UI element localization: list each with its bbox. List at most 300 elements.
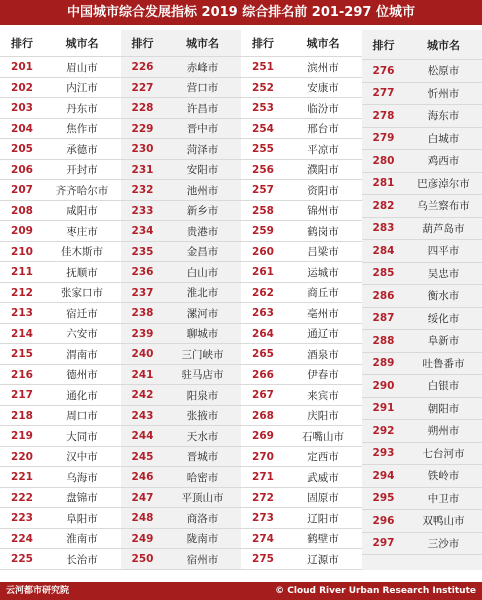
city-name: 眉山市 — [66, 61, 98, 74]
city-name: 平顶山市 — [181, 492, 224, 505]
city-name: 忻州市 — [427, 87, 460, 100]
table-row — [241, 283, 362, 304]
city-name: 晋城市 — [186, 451, 219, 464]
city-name: 许昌市 — [186, 102, 219, 115]
city-name: 双鸭山市 — [422, 515, 465, 528]
table-row — [0, 365, 121, 386]
city-name: 新乡市 — [186, 205, 219, 218]
table-row — [121, 180, 242, 201]
rank-number: 273 — [252, 512, 274, 525]
city-name: 开封市 — [66, 164, 98, 177]
rank-number: 211 — [11, 266, 33, 279]
rank-number: 260 — [252, 245, 274, 258]
city-name: 大同市 — [66, 430, 98, 443]
city-name: 聊城市 — [186, 328, 219, 341]
city-name: 白山市 — [186, 266, 219, 279]
city-name: 枣庄市 — [66, 225, 98, 238]
rank-number: 256 — [252, 163, 274, 176]
city-name: 铁岭市 — [427, 470, 460, 483]
rank-number: 234 — [131, 225, 154, 238]
footer-bar — [0, 582, 482, 600]
city-name: 鹤壁市 — [307, 533, 339, 546]
rank-number: 291 — [372, 402, 395, 415]
city-name: 商洛市 — [186, 512, 219, 525]
city-name: 张掖市 — [186, 410, 219, 423]
rank-number: 252 — [252, 81, 274, 94]
ranking-column — [0, 30, 121, 570]
table-row — [362, 263, 482, 286]
rank-number: 277 — [372, 87, 395, 100]
city-name: 焦作市 — [66, 123, 98, 136]
rank-number: 230 — [131, 143, 154, 156]
city-name: 朝阳市 — [427, 402, 460, 415]
rank-number: 281 — [372, 177, 395, 190]
city-name: 四平市 — [427, 245, 460, 258]
city-name: 丹东市 — [66, 102, 98, 115]
table-row — [121, 160, 242, 181]
table-row — [0, 344, 121, 365]
rank-number: 207 — [11, 184, 33, 197]
rank-number: 222 — [11, 491, 33, 504]
table-row — [241, 139, 362, 160]
table-row — [241, 303, 362, 324]
table-row — [0, 283, 121, 304]
rank-number: 244 — [131, 430, 154, 443]
city-name: 吕梁市 — [307, 246, 339, 259]
city-name: 淮北市 — [186, 287, 219, 300]
city-name: 哈密市 — [186, 471, 219, 484]
column-header — [0, 30, 121, 57]
rank-number: 287 — [372, 312, 395, 325]
table-row — [241, 324, 362, 345]
city-name: 阜新市 — [427, 335, 460, 348]
city-name: 邢台市 — [307, 123, 339, 136]
ranking-table — [0, 30, 482, 570]
city-name: 阳泉市 — [186, 389, 219, 402]
city-name: 七台河市 — [422, 447, 465, 460]
table-row — [121, 201, 242, 222]
city-name: 亳州市 — [307, 307, 339, 320]
table-row — [0, 119, 121, 140]
rank-number: 296 — [372, 514, 395, 527]
rank-number: 266 — [252, 368, 274, 381]
rank-number: 241 — [131, 368, 154, 381]
table-row — [362, 150, 482, 173]
rank-number: 204 — [11, 122, 33, 135]
table-row — [0, 221, 121, 242]
table-row — [121, 98, 242, 119]
table-row — [0, 447, 121, 468]
rank-number: 280 — [372, 154, 395, 167]
table-row — [362, 173, 482, 196]
rank-number: 295 — [372, 492, 395, 505]
table-row — [0, 467, 121, 488]
rank-number: 288 — [372, 334, 395, 347]
rank-number: 233 — [131, 204, 154, 217]
table-row — [0, 201, 121, 222]
city-name: 来宾市 — [307, 389, 339, 402]
table-row — [121, 283, 242, 304]
table-row — [121, 221, 242, 242]
column-header — [121, 30, 242, 57]
rank-number: 297 — [372, 537, 395, 550]
rank-number: 236 — [131, 266, 154, 279]
city-name: 张家口市 — [61, 287, 103, 300]
rank-number: 270 — [252, 450, 274, 463]
column-header — [362, 30, 482, 60]
city-name: 内江市 — [66, 82, 98, 95]
city-name: 承德市 — [66, 143, 98, 156]
rank-number: 218 — [11, 409, 33, 422]
rank-number: 284 — [372, 244, 395, 257]
rank-number: 261 — [252, 266, 274, 279]
rank-number: 250 — [131, 553, 154, 566]
table-row — [362, 240, 482, 263]
rank-number: 294 — [372, 469, 395, 482]
city-name: 三沙市 — [427, 537, 460, 550]
rank-number: 248 — [131, 512, 154, 525]
city-name: 濮阳市 — [307, 164, 339, 177]
rank-number: 232 — [131, 184, 154, 197]
city-name: 漯河市 — [186, 307, 219, 320]
rank-number: 268 — [252, 409, 274, 422]
rank-number: 217 — [11, 389, 33, 402]
city-name: 菏泽市 — [186, 143, 219, 156]
city-name: 辽源市 — [307, 553, 339, 566]
city-name: 葫芦岛市 — [422, 222, 465, 235]
rank-number: 275 — [252, 553, 274, 566]
table-row — [0, 385, 121, 406]
city-name: 德州市 — [66, 369, 98, 382]
rank-number: 255 — [252, 143, 274, 156]
rank-number: 202 — [11, 81, 33, 94]
rank-number: 206 — [11, 163, 33, 176]
city-name: 临汾市 — [307, 102, 339, 115]
city-name: 宿州市 — [186, 553, 219, 566]
ranking-column — [241, 30, 362, 570]
city-name: 金昌市 — [186, 246, 219, 259]
rank-number: 267 — [252, 389, 274, 402]
table-row — [362, 488, 482, 511]
city-name: 平凉市 — [307, 143, 339, 156]
table-row — [0, 262, 121, 283]
city-name: 辽阳市 — [307, 512, 339, 525]
city-name: 驻马店市 — [181, 369, 224, 382]
rank-number: 253 — [252, 102, 274, 115]
table-row — [0, 242, 121, 263]
header-rank: 排行 — [11, 37, 33, 51]
header-city: 城市名 — [186, 37, 219, 51]
city-name: 安康市 — [307, 82, 339, 95]
rank-number: 225 — [11, 553, 33, 566]
city-name: 池州市 — [186, 184, 219, 197]
city-name: 衡水市 — [427, 290, 460, 303]
city-name: 吐鲁番市 — [422, 357, 465, 370]
city-name: 松原市 — [427, 65, 460, 78]
city-name: 白城市 — [427, 132, 460, 145]
city-name: 晋中市 — [186, 123, 219, 136]
rank-number: 239 — [131, 327, 154, 340]
copyright-notice: © Cloud River Urban Research Institute — [275, 586, 476, 596]
rank-number: 257 — [252, 184, 274, 197]
city-name: 齐齐哈尔市 — [55, 184, 109, 197]
table-row — [0, 324, 121, 345]
rank-number: 201 — [11, 61, 33, 74]
table-row — [0, 549, 121, 570]
rank-number: 276 — [372, 64, 395, 77]
city-name: 酒泉市 — [307, 348, 339, 361]
rank-number: 271 — [252, 471, 274, 484]
table-row — [241, 221, 362, 242]
table-row — [0, 57, 121, 78]
table-row — [241, 180, 362, 201]
table-row — [0, 426, 121, 447]
rank-number: 226 — [131, 61, 154, 74]
rank-number: 274 — [252, 532, 274, 545]
rank-number: 272 — [252, 491, 274, 504]
city-name: 淮南市 — [66, 533, 98, 546]
city-name: 陇南市 — [186, 533, 219, 546]
table-row — [121, 365, 242, 386]
table-row — [362, 285, 482, 308]
table-row — [362, 510, 482, 533]
city-name: 资阳市 — [307, 184, 339, 197]
rank-number: 240 — [131, 348, 154, 361]
header-rank: 排行 — [372, 38, 395, 52]
city-name: 中卫市 — [427, 492, 460, 505]
rank-number: 246 — [131, 471, 154, 484]
city-name: 绥化市 — [427, 312, 460, 325]
city-name: 天水市 — [186, 430, 219, 443]
table-row — [362, 443, 482, 466]
table-row — [121, 344, 242, 365]
table-row — [241, 385, 362, 406]
city-name: 庆阳市 — [307, 410, 339, 423]
rank-number: 279 — [372, 132, 395, 145]
table-row — [362, 533, 482, 556]
table-row — [241, 78, 362, 99]
rank-number: 229 — [131, 122, 154, 135]
city-name: 乌兰察布市 — [417, 200, 470, 213]
table-row — [121, 508, 242, 529]
rank-number: 237 — [131, 286, 154, 299]
rank-number: 208 — [11, 204, 33, 217]
rank-number: 251 — [252, 61, 274, 74]
city-name: 鹤岗市 — [307, 225, 339, 238]
rank-number: 219 — [11, 430, 33, 443]
table-row — [362, 60, 482, 83]
city-name: 通化市 — [66, 389, 98, 402]
city-name: 安阳市 — [186, 164, 219, 177]
rank-number: 286 — [372, 289, 395, 302]
city-name: 运城市 — [307, 266, 339, 279]
table-row — [362, 218, 482, 241]
rank-number: 254 — [252, 122, 274, 135]
city-name: 阜阳市 — [66, 512, 98, 525]
table-row — [241, 160, 362, 181]
table-row — [362, 128, 482, 151]
table-row — [121, 139, 242, 160]
city-name: 佳木斯市 — [61, 246, 103, 259]
city-name: 乌海市 — [66, 471, 98, 484]
rank-number: 209 — [11, 225, 33, 238]
rank-number: 278 — [372, 109, 395, 122]
table-row — [241, 406, 362, 427]
table-row — [362, 195, 482, 218]
header-city: 城市名 — [306, 37, 340, 51]
rank-number: 264 — [252, 327, 274, 340]
table-row — [121, 529, 242, 550]
city-name: 盘锦市 — [66, 492, 98, 505]
table-row — [0, 98, 121, 119]
city-name: 赤峰市 — [186, 61, 219, 74]
table-row — [0, 406, 121, 427]
rank-number: 259 — [252, 225, 274, 238]
rank-number: 223 — [11, 512, 33, 525]
header-city: 城市名 — [65, 37, 99, 51]
rank-number: 220 — [11, 450, 33, 463]
table-row — [121, 488, 242, 509]
city-name: 石嘴山市 — [302, 430, 344, 443]
table-row — [0, 303, 121, 324]
rank-number: 283 — [372, 222, 395, 235]
ranking-column — [362, 30, 482, 570]
city-name: 鸡西市 — [427, 155, 460, 168]
city-name: 商丘市 — [307, 287, 339, 300]
city-name: 营口市 — [186, 82, 219, 95]
rank-number: 292 — [372, 424, 395, 437]
table-row — [0, 488, 121, 509]
table-row — [362, 375, 482, 398]
city-name: 宿迁市 — [66, 307, 98, 320]
table-row — [121, 303, 242, 324]
city-name: 长治市 — [66, 553, 98, 566]
table-row — [0, 180, 121, 201]
rank-number: 258 — [252, 204, 274, 217]
city-name: 定西市 — [307, 451, 339, 464]
rank-number: 215 — [11, 348, 33, 361]
table-row — [362, 398, 482, 421]
table-row — [0, 160, 121, 181]
rank-number: 212 — [11, 286, 33, 299]
table-row — [241, 508, 362, 529]
city-name: 六安市 — [66, 328, 98, 341]
rank-number: 238 — [131, 307, 154, 320]
city-name: 汉中市 — [66, 451, 98, 464]
rank-number: 227 — [131, 81, 154, 94]
table-row — [241, 242, 362, 263]
table-row — [241, 529, 362, 550]
city-name: 固原市 — [307, 492, 339, 505]
table-row — [241, 488, 362, 509]
table-row — [0, 78, 121, 99]
rank-number: 214 — [11, 327, 33, 340]
rank-number: 228 — [131, 102, 154, 115]
table-row — [362, 105, 482, 128]
column-header — [241, 30, 362, 57]
rank-number: 231 — [131, 163, 154, 176]
table-row — [121, 467, 242, 488]
rank-number: 216 — [11, 368, 33, 381]
table-row — [362, 420, 482, 443]
rank-number: 245 — [131, 450, 154, 463]
city-name: 抚顺市 — [66, 266, 98, 279]
table-row — [241, 98, 362, 119]
rank-number: 249 — [131, 532, 154, 545]
rank-number: 243 — [131, 409, 154, 422]
city-name: 锦州市 — [307, 205, 339, 218]
rank-number: 269 — [252, 430, 274, 443]
rank-number: 282 — [372, 199, 395, 212]
city-name: 三门峡市 — [181, 348, 224, 361]
table-row — [0, 529, 121, 550]
table-row — [121, 78, 242, 99]
city-name: 渭南市 — [66, 348, 98, 361]
table-row — [121, 262, 242, 283]
city-name: 贵港市 — [186, 225, 219, 238]
table-row — [241, 467, 362, 488]
rank-number: 285 — [372, 267, 395, 280]
table-row — [362, 308, 482, 331]
institute-name: 云河都市研究院 — [6, 586, 70, 596]
city-name: 朔州市 — [427, 425, 460, 438]
rank-number: 262 — [252, 286, 274, 299]
table-row — [362, 330, 482, 353]
rank-number: 205 — [11, 143, 33, 156]
table-row — [362, 83, 482, 106]
table-row — [241, 344, 362, 365]
header-rank: 排行 — [252, 37, 274, 51]
city-name: 吴忠市 — [427, 267, 460, 280]
table-row — [241, 365, 362, 386]
table-row — [121, 324, 242, 345]
city-name: 白银市 — [427, 380, 460, 393]
table-row — [121, 385, 242, 406]
city-name: 通辽市 — [307, 328, 339, 341]
table-row — [241, 201, 362, 222]
rank-number: 242 — [131, 389, 154, 402]
table-row — [241, 426, 362, 447]
rank-number: 224 — [11, 532, 33, 545]
table-row — [121, 447, 242, 468]
table-row — [241, 447, 362, 468]
city-name: 滨州市 — [307, 61, 339, 74]
city-name: 咸阳市 — [66, 205, 98, 218]
table-row — [121, 242, 242, 263]
ranking-column — [121, 30, 242, 570]
city-name: 巴彦淖尔市 — [417, 177, 470, 190]
table-row — [241, 262, 362, 283]
table-row — [362, 353, 482, 376]
rank-number: 290 — [372, 379, 395, 392]
table-row — [0, 508, 121, 529]
rank-number: 247 — [131, 491, 154, 504]
table-row — [121, 119, 242, 140]
city-name: 伊春市 — [307, 369, 339, 382]
page-title: 中国城市综合发展指标 2019 综合排名前 201-297 位城市 — [0, 0, 482, 25]
rank-number: 221 — [11, 471, 33, 484]
table-row — [121, 426, 242, 447]
rank-number: 263 — [252, 307, 274, 320]
table-row — [121, 549, 242, 570]
header-rank: 排行 — [131, 37, 154, 51]
table-row — [121, 406, 242, 427]
rank-number: 235 — [131, 245, 154, 258]
table-row — [0, 139, 121, 160]
table-row — [241, 119, 362, 140]
rank-number: 203 — [11, 102, 33, 115]
city-name: 周口市 — [66, 410, 98, 423]
